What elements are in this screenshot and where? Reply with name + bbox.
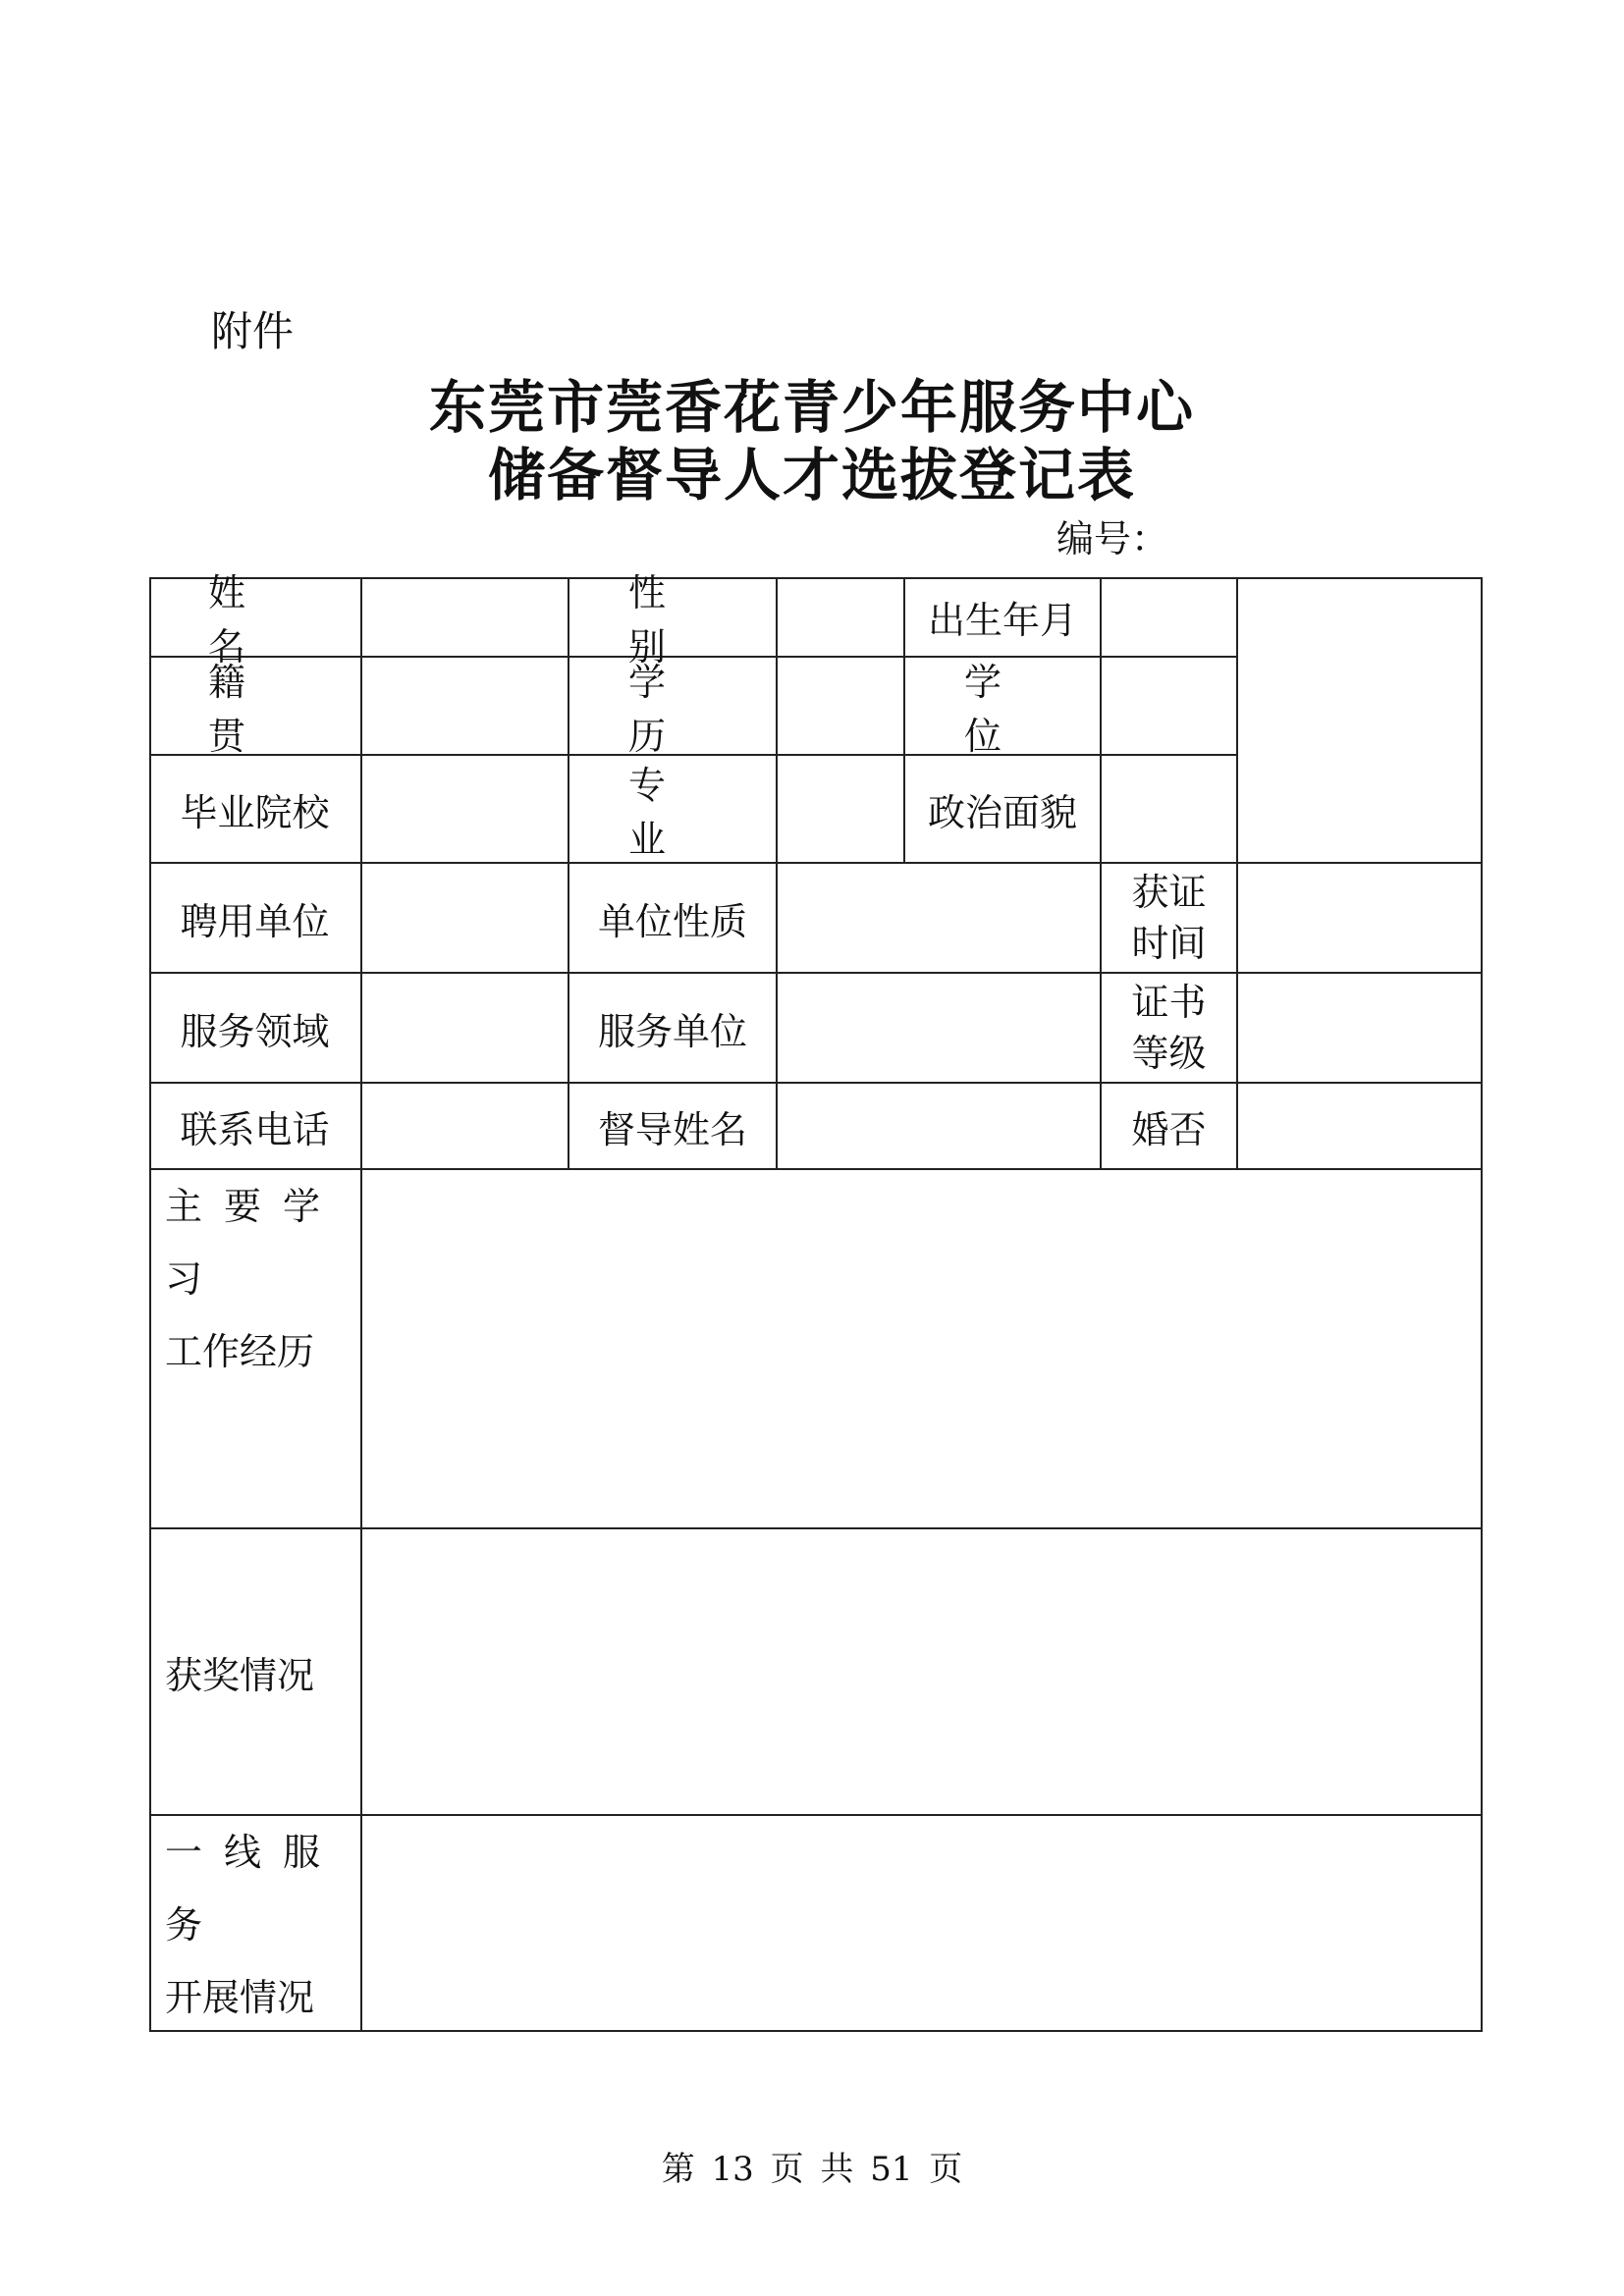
label-cert-level-line1: 证书 <box>1131 981 1207 1024</box>
label-degree: 学 位 <box>905 658 1102 756</box>
title-line-1: 东莞市莞香花青少年服务中心 <box>428 374 1195 441</box>
label-cert-level <box>1102 974 1238 1084</box>
input-education[interactable] <box>778 658 905 756</box>
label-gender: 性 别 <box>569 577 778 658</box>
label-birth: 出生年月 <box>905 577 1102 658</box>
input-degree[interactable] <box>1102 658 1238 756</box>
input-school[interactable] <box>362 756 569 864</box>
input-awards[interactable] <box>362 1529 1483 1816</box>
input-supervisor-name[interactable] <box>778 1084 1102 1170</box>
label-service-field: 服务领域 <box>149 974 362 1084</box>
input-service-unit[interactable] <box>778 974 1102 1084</box>
label-cert-level-line2: 等级 <box>1131 1032 1207 1075</box>
label-education: 学 历 <box>569 658 778 756</box>
label-frontline-line2: 开展情况 <box>165 1976 315 2019</box>
label-cert-time <box>1102 864 1238 974</box>
input-married[interactable] <box>1238 1084 1483 1170</box>
label-cert-time-line2: 时间 <box>1131 922 1207 965</box>
label-frontline-line1: 一线服务 <box>165 1831 343 1947</box>
serial-number-label: 编号： <box>1056 517 1169 561</box>
input-gender[interactable] <box>778 577 905 658</box>
input-native-place[interactable] <box>362 658 569 756</box>
input-phone[interactable] <box>362 1084 569 1170</box>
label-frontline <box>149 1816 362 2032</box>
label-supervisor-name: 督导姓名 <box>569 1084 778 1170</box>
input-cert-time[interactable] <box>1238 864 1483 974</box>
label-employer: 聘用单位 <box>149 864 362 974</box>
input-experience[interactable] <box>362 1170 1483 1529</box>
attachment-label: 附件 <box>211 307 295 355</box>
label-phone: 联系电话 <box>149 1084 362 1170</box>
label-experience-line2: 工作经历 <box>165 1330 315 1373</box>
input-cert-level[interactable] <box>1238 974 1483 1084</box>
label-cert-time-line1: 获证 <box>1131 871 1207 914</box>
label-service-unit: 服务单位 <box>569 974 778 1084</box>
input-employer-type[interactable] <box>778 864 1102 974</box>
label-school: 毕业院校 <box>149 756 362 864</box>
label-name: 姓 名 <box>149 577 362 658</box>
label-employer-type: 单位性质 <box>569 864 778 974</box>
registration-form <box>149 571 1483 2032</box>
input-service-field[interactable] <box>362 974 569 1084</box>
label-experience <box>149 1170 362 1529</box>
input-employer[interactable] <box>362 864 569 974</box>
label-awards: 获奖情况 <box>149 1529 362 1816</box>
label-married: 婚否 <box>1102 1084 1238 1170</box>
label-major: 专 业 <box>569 756 778 864</box>
input-birth[interactable] <box>1102 577 1238 658</box>
label-political-status: 政治面貌 <box>905 756 1102 864</box>
page-number: 第 13 页 共 51 页 <box>661 2150 963 2189</box>
label-native-place: 籍 贯 <box>149 658 362 756</box>
input-frontline[interactable] <box>362 1816 1483 2032</box>
label-experience-line1: 主要学习 <box>165 1185 343 1301</box>
input-major[interactable] <box>778 756 905 864</box>
input-name[interactable] <box>362 577 569 658</box>
input-political-status[interactable] <box>1102 756 1238 864</box>
title-line-2: 储备督导人才选拔登记表 <box>487 442 1136 508</box>
photo-area[interactable] <box>1238 577 1483 864</box>
